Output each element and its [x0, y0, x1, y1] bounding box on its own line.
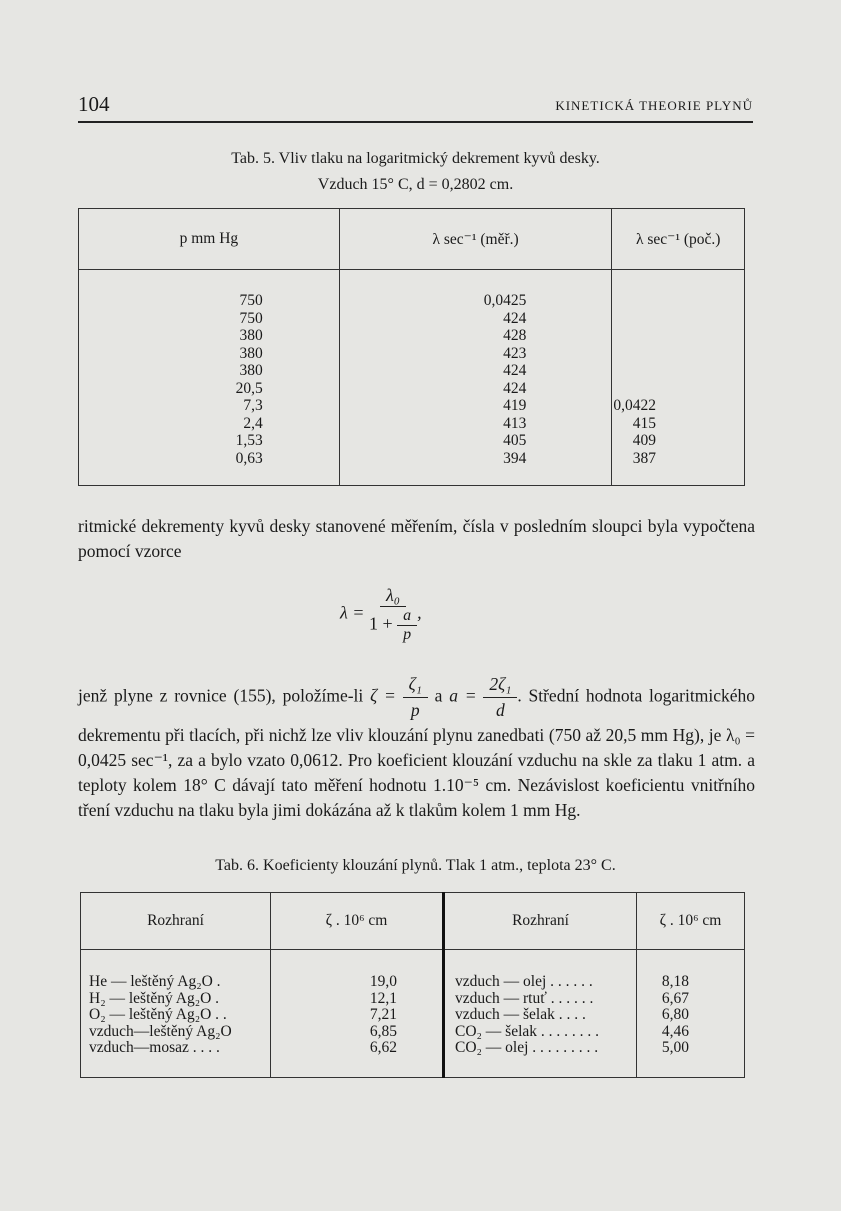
table6-left-labels: [81, 950, 271, 1078]
table6-cell-interface: H₂ — leštěný Ag₂O .: [89, 989, 220, 1007]
table5-cell-computed: [613, 292, 656, 310]
para2-a-eq: a =: [449, 685, 477, 706]
table5-cell-measured: 0,0425: [483, 292, 527, 309]
table6-cell-interface: CO₂ — olej . . . . . . . . .: [455, 1039, 599, 1056]
table5-cell-computed: 0,0422: [613, 397, 656, 414]
table5-cell-computed: [613, 362, 656, 380]
table5-cell-pressure: 380: [239, 344, 263, 362]
formula-den-num: a: [397, 607, 417, 626]
table5-cell-pressure: 7,3: [243, 397, 263, 414]
para2-frac2-den: d: [495, 700, 505, 720]
table5-cell-measured: 405: [503, 432, 527, 449]
para2-start: jenž plyne z rovnice (155), položíme-li: [78, 685, 364, 706]
table5-cell-measured: 424: [503, 309, 527, 327]
para2-and: a: [434, 685, 443, 706]
table5-cell-pressure: 380: [239, 327, 263, 344]
para2-rest: . Střední hodnota logaritmického dekrementu při tlacích, při nichž lze vliv klouzání plynu zanedbati (750 až 20,5 mm Hg), je λ₀ = 0,0425 sec⁻¹, za a bylo vzato 0,0612. Pro koeficient klouzání vzduchu na skle za tlaku 1 atm. a teploty kolem 18° C dávají tato měření hodnotu 1.10⁻⁵ cm. Nezávislost koeficientu vnitřního tření vzduchu na tlaku byla jimi dokázána až k tlakům kolem 1 mm Hg.: [78, 685, 755, 820]
table6-cell-coefficient: 6,85: [369, 1022, 397, 1040]
formula-den-prefix: 1 +: [368, 613, 393, 634]
table5-cell-pressure: 750: [239, 292, 263, 309]
table5-cell-pressure: 0,63: [235, 449, 263, 467]
table5-cell-measured: 419: [503, 397, 527, 414]
table5-cell-measured: 413: [503, 414, 527, 432]
table5-cell-measured: 424: [503, 362, 527, 379]
table6-cell-interface: O₂ — leštěný Ag₂O . .: [89, 1006, 227, 1023]
para2-frac1-den: p: [410, 700, 420, 720]
table6-cell-coefficient: 6,80: [661, 1006, 689, 1023]
table6-cell-coefficient: 7,21: [369, 1006, 397, 1023]
table6: [80, 892, 745, 1078]
table5-cell-computed: [613, 310, 656, 328]
formula-fraction: [369, 585, 417, 644]
para2-frac1-num: ζ₁: [403, 672, 428, 698]
running-title: KINETICKÁ THEORIE PLYNŮ: [555, 98, 753, 113]
formula-denominator: [369, 607, 417, 644]
table6-header-interface-right: Rozhraní: [444, 893, 637, 950]
table5-cell-pressure: 20,5: [235, 379, 263, 397]
table6-header-coef-right: ζ . 10⁶ cm: [637, 893, 745, 950]
table6-cell-coefficient: 6,62: [369, 1039, 397, 1056]
table5: [78, 208, 745, 486]
table5-cell-pressure: 1,53: [235, 432, 263, 449]
formula-comma: ,: [417, 602, 422, 623]
table6-cell-coefficient: 5,00: [661, 1039, 689, 1056]
table5-cell-computed: 409: [632, 432, 656, 449]
table5-column-computed: [612, 270, 745, 486]
table6-cell-interface: vzduch—leštěný Ag₂O: [89, 1022, 232, 1040]
paragraph-2: [78, 672, 755, 823]
table6-cell-interface: vzduch — šelak . . . .: [455, 1006, 586, 1023]
table6-cell-coefficient: 19,0: [369, 973, 397, 990]
table6-right-labels: [444, 950, 637, 1078]
table5-cell-pressure: 2,4: [243, 414, 263, 432]
table5-cell-measured: 423: [503, 344, 527, 362]
table5-column-measured: [339, 270, 612, 486]
table6-left-values: [271, 950, 444, 1078]
table6-caption: Tab. 6. Koeficienty klouzání plynů. Tlak 1 atm., teplota 23° C.: [215, 857, 616, 874]
formula-numerator: λ₀: [380, 585, 406, 607]
table6-cell-coefficient: 12,1: [369, 989, 397, 1007]
table5-cell-computed: [613, 380, 656, 398]
table5-cell-measured: 394: [503, 449, 527, 467]
table5-cell-pressure: 750: [239, 309, 263, 327]
table5-header-computed: λ sec⁻¹ (poč.): [612, 209, 745, 270]
table6-header-coef-left: ζ . 10⁶ cm: [271, 893, 444, 950]
table5-cell-measured: 424: [503, 379, 527, 397]
formula-den-den: p: [403, 626, 412, 643]
table6-cell-interface: vzduch—mosaz . . . .: [89, 1039, 220, 1056]
table5-cell-computed: 415: [632, 414, 656, 432]
para2-zeta: ζ =: [370, 685, 396, 706]
paragraph-1: ritmické dekrementy kyvů desky stanovené měřením, čísla v posledním sloupci byla vypočtena pomocí vzorce: [78, 516, 755, 561]
para2-frac2-num: 2ζ₁: [483, 672, 517, 698]
table5-cell-pressure: 380: [239, 362, 263, 379]
table5-caption: Tab. 5. Vliv tlaku na logaritmický dekrement kyvů desky.: [231, 150, 600, 167]
formula-lambda: [340, 585, 422, 644]
table5-cell-computed: [613, 345, 656, 363]
table5-column-p: [79, 270, 340, 486]
table6-cell-interface: CO₂ — šelak . . . . . . . .: [455, 1022, 600, 1040]
table5-cell-computed: 387: [632, 449, 656, 467]
table6-header-interface-left: Rozhraní: [81, 893, 271, 950]
table6-cell-interface: vzduch — olej . . . . . .: [455, 973, 593, 990]
table5-header-measured: λ sec⁻¹ (měř.): [339, 209, 612, 270]
table5-cell-measured: 428: [503, 327, 527, 344]
table6-cell-coefficient: 8,18: [661, 973, 689, 990]
formula-lhs: λ =: [340, 602, 365, 623]
table6-right-values: [637, 950, 745, 1078]
table5-header-p: p mm Hg: [79, 209, 340, 270]
table5-cell-computed: [613, 327, 656, 345]
table6-cell-coefficient: 6,67: [661, 989, 689, 1007]
table5-subcaption: Vzduch 15° C, d = 0,2802 cm.: [317, 176, 514, 193]
header-rule: [78, 121, 753, 123]
table6-cell-coefficient: 4,46: [661, 1022, 689, 1040]
table6-cell-interface: He — leštěný Ag₂O .: [89, 973, 221, 990]
table6-cell-interface: vzduch — rtuť . . . . . .: [455, 989, 594, 1007]
page-number: 104: [78, 92, 110, 116]
